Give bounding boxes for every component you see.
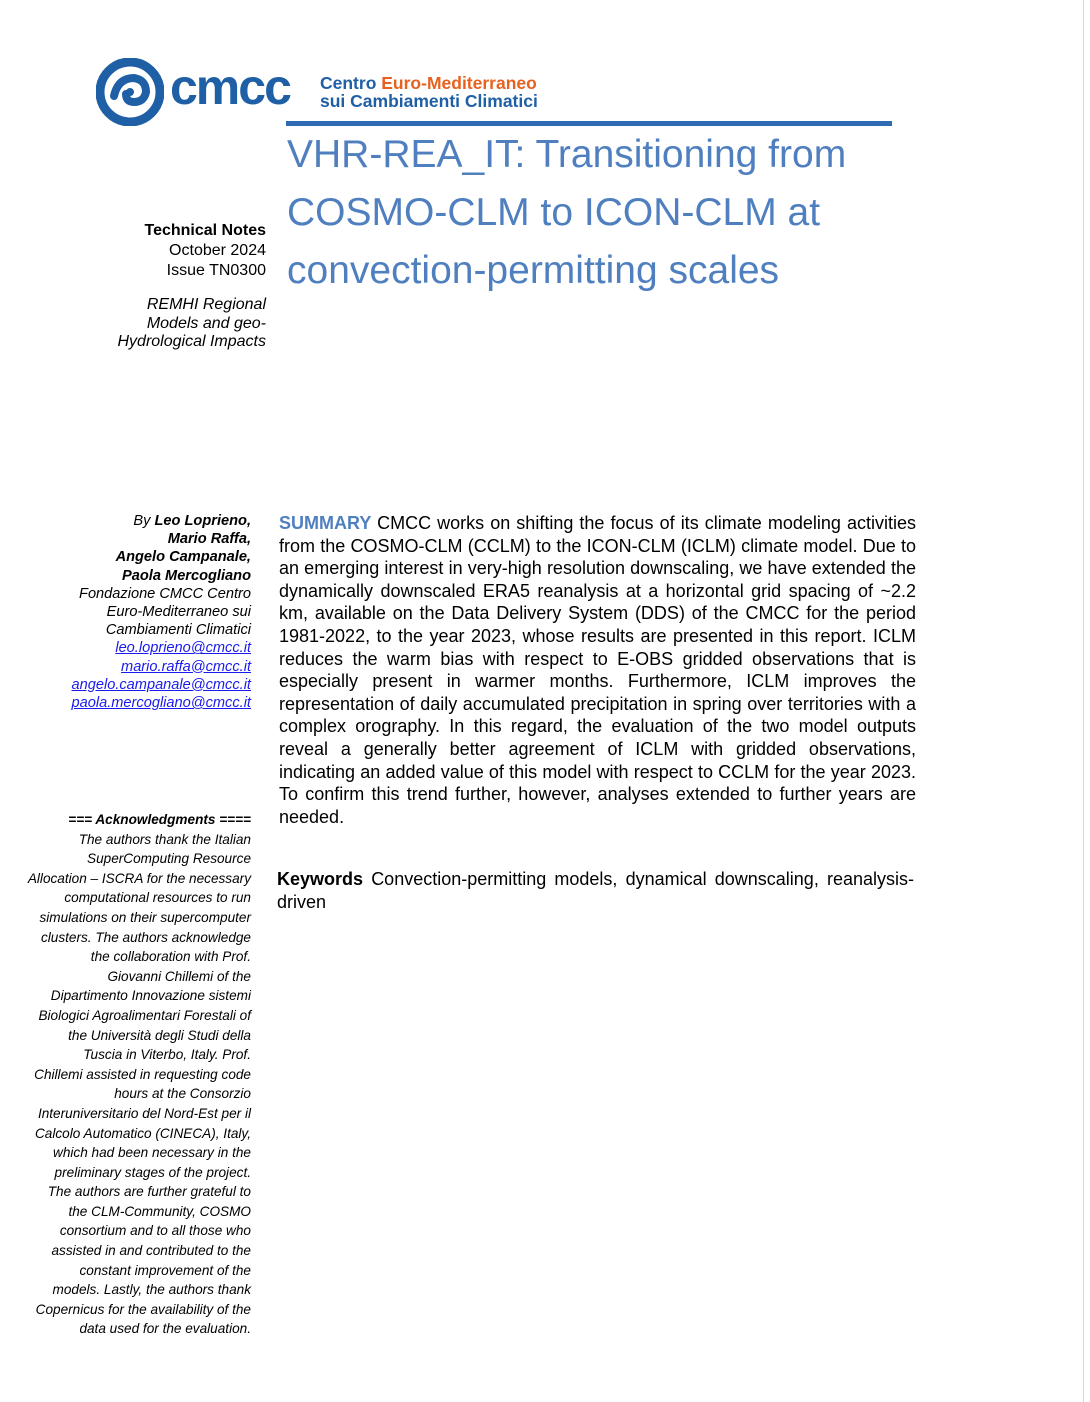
summary-text: CMCC works on shifting the focus of its climate modeling activities from the COSMO-CLM (CCLM) to the ICON-CLM (ICLM) climate model. Due to an emerging interest in very-high resolution downscaling, we have extended the dynamically downscaled ERA5 reanalysis at a horizontal grid spacing of ~2.2 km, available on the Data Delivery System (DDS) of the CMCC for the period 1981-2022, to the year 2023, whose results are presented in this report. ICLM reduces the warm bias with respect to E-OBS gridded observations that is especially present in warmer months. Furthermore, ICLM improves the representation of daily accumulated precipitation in spring over territories with a complex orography. In this regard, the evaluation of the two model outputs reveal a generally better agreement of ICLM with gridded observations, indicating an added value of this model with respect to CCLM for the year 2023. To confirm this trend further, however, analyses extended to further years are needed.	[279, 513, 916, 827]
issue-number: Issue TN0300	[166, 262, 266, 279]
acknowledgments-line: Interuniversitario del Nord-Est per il	[37, 1105, 251, 1121]
cmcc-logo	[96, 58, 556, 128]
page-edge-divider	[1083, 0, 1084, 1402]
acknowledgments-line: constant improvement of the	[79, 1262, 251, 1278]
affiliation: Fondazione CMCC Centro Euro-Mediterraneo sui Cambiamenti Climatici	[79, 585, 251, 639]
acknowledgments-line: preliminary stages of the project.	[54, 1164, 251, 1180]
acknowledgments-line: the Università degli Studi della	[68, 1027, 251, 1043]
acknowledgments-line: the CLM-Community, COSMO	[68, 1203, 251, 1219]
document-meta	[60, 221, 266, 352]
acknowledgments-line: Tuscia in Viterbo, Italy. Prof.	[83, 1047, 251, 1063]
acknowledgments-line: Calcolo Automatico (CINECA), Italy,	[34, 1125, 251, 1141]
division-name: REMHI Regional Models and geo- Hydrological Impacts	[117, 296, 266, 350]
acknowledgments-line: hours at the Consorzio	[114, 1086, 251, 1102]
acknowledgments-line: Giovanni Chillemi of the	[107, 968, 251, 984]
acknowledgments-line: Copernicus for the availability of the	[35, 1301, 251, 1317]
author-line-4: Paola Mercogliano	[122, 567, 251, 584]
acknowledgments-line: models. Lastly, the authors thank	[52, 1282, 251, 1298]
series-label: Technical Notes	[144, 222, 266, 239]
keywords-text: Convection-permitting models, dynamical downscaling, reanalysis-driven	[277, 869, 914, 912]
summary-paragraph	[279, 512, 916, 828]
acknowledgments-line: simulations on their supercomputer	[39, 909, 251, 925]
acknowledgments-line: clusters. The authors acknowledge	[40, 929, 251, 945]
acknowledgments-line: the collaboration with Prof.	[90, 949, 251, 965]
author-line-1: By Leo Loprieno,	[133, 513, 251, 529]
acknowledgments-line: Allocation – ISCRA for the necessary	[27, 870, 251, 886]
email-link-mercogliano[interactable]: paola.mercogliano@cmcc.it	[71, 695, 251, 712]
acknowledgments	[8, 810, 251, 1339]
acknowledgments-line: consortium and to all those who	[59, 1223, 251, 1239]
email-link-loprieno[interactable]: leo.loprieno@cmcc.it	[115, 640, 251, 657]
acknowledgments-line: computational resources to run	[64, 890, 251, 906]
logo-tagline: Centro Euro-Mediterraneo sui Cambiamenti Climatici	[320, 73, 538, 111]
acknowledgments-line: The authors are further grateful to	[47, 1184, 251, 1200]
issue-date: October 2024	[169, 242, 266, 259]
email-link-campanale[interactable]: angelo.campanale@cmcc.it	[71, 676, 251, 693]
acknowledgments-line: Dipartimento Innovazione sistemi	[50, 988, 251, 1004]
acknowledgments-line: Chillemi assisted in requesting code	[34, 1066, 251, 1082]
keywords-paragraph	[277, 868, 914, 913]
acknowledgments-line: assisted in and contributed to the	[51, 1243, 251, 1259]
acknowledgments-heading: === Acknowledgments ====	[68, 812, 251, 827]
acknowledgments-line: SuperComputing Resource	[87, 851, 251, 867]
summary-label: SUMMARY	[279, 513, 378, 533]
cmcc-swirl-icon	[96, 58, 164, 126]
acknowledgments-line: Biologici Agroalimentari Forestali of	[38, 1007, 251, 1023]
author-line-2: Mario Raffa,	[167, 531, 251, 548]
author-line-3: Angelo Campanale,	[115, 549, 251, 566]
acknowledgments-line: which had been necessary in the	[53, 1145, 251, 1161]
logo-wordmark: cmcc	[170, 59, 290, 115]
keywords-label: Keywords	[277, 869, 372, 889]
authors-block	[20, 512, 251, 712]
acknowledgments-body	[8, 830, 251, 1339]
acknowledgments-line: The authors thank the Italian	[78, 831, 251, 847]
email-link-raffa[interactable]: mario.raffa@cmcc.it	[121, 658, 251, 675]
acknowledgments-line: data used for the evaluation.	[79, 1321, 251, 1337]
page-title: VHR-REA_IT: Transitioning from COSMO-CLM to ICON-CLM at convection-permitting scales	[287, 133, 847, 292]
